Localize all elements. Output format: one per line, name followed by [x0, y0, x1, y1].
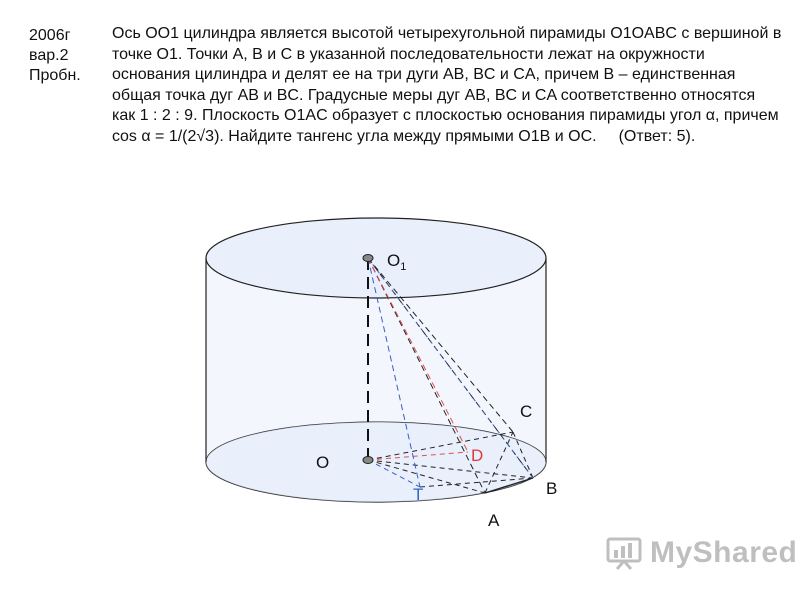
cylinder-top-face — [206, 218, 546, 298]
label-b: B — [546, 479, 558, 498]
label-o: O — [316, 453, 330, 472]
variant-note: 2006г вар.2 Пробн. — [29, 27, 81, 84]
point-o1 — [363, 255, 373, 262]
label-a: A — [488, 511, 500, 530]
label-o1-main: O — [387, 251, 401, 270]
watermark — [606, 536, 797, 570]
label-t: T — [413, 485, 424, 504]
label-c: C — [520, 402, 533, 421]
presentation-board-icon — [606, 536, 642, 570]
problem-text: Ось OO1 цилиндра является высотой четырехугольной пирамиды O1OABC с вершиной в точке O1. Точки A, B и C в указанной последовательности лежат на окружности основания цилиндра и делят ее на три дуги AB, BC и CA, причем B – единственная общая точка дуг AB и BC. Градусные меры дуг AB, BC и CA соответственно относятся как 1 : 2 : 9. Плоскость O1AC образует с плоскостью основания пирамиды угол α, причем cos α = 1/(2√3). Найдите тангенс угла между прямыми O1B и OC. — [112, 25, 782, 145]
label-o1-sub: 1 — [400, 261, 407, 273]
watermark-text: MyShared — [650, 536, 798, 569]
label-d: D — [471, 446, 484, 465]
problem-answer: (Ответ: 5). — [618, 127, 696, 145]
point-o — [363, 457, 373, 464]
